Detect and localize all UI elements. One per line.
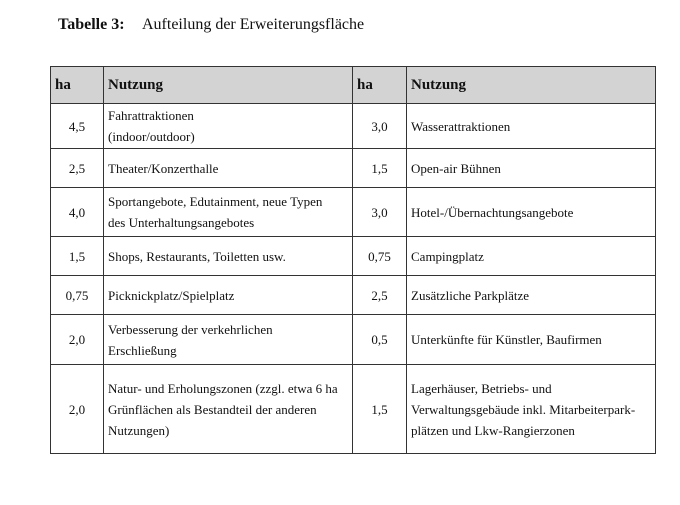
table-caption <box>58 16 364 34</box>
cell-nutzung-left: Fahrattraktionen (indoor/outdoor) <box>104 104 353 149</box>
cell-ha-left: 2,0 <box>51 315 104 365</box>
caption-title: Aufteilung der Erweiterungsfläche <box>142 16 365 33</box>
cell-nutzung-left: Shops, Restaurants, Toiletten usw. <box>104 237 353 276</box>
cell-ha-left: 2,5 <box>51 149 104 188</box>
header-ha-left: ha <box>51 67 104 104</box>
table-row <box>51 315 656 365</box>
cell-ha-left: 4,0 <box>51 188 104 237</box>
cell-ha-right: 0,75 <box>353 237 407 276</box>
cell-nutzung-left: Verbesserung der verkehrlichen Erschließung <box>104 315 353 365</box>
allocation-table <box>50 66 656 454</box>
cell-ha-right: 0,5 <box>353 315 407 365</box>
table-row <box>51 237 656 276</box>
cell-nutzung-left: Sportangebote, Edutainment, neue Typen des Unterhaltungsangebotes <box>104 188 353 237</box>
table-row <box>51 188 656 237</box>
cell-ha-right: 1,5 <box>353 365 407 454</box>
cell-nutzung-left: Natur- und Erholungszonen (zzgl. etwa 6 ha Grünflächen als Bestandteil der anderen Nutzungen) <box>104 365 353 454</box>
table-row <box>51 104 656 149</box>
cell-ha-right: 1,5 <box>353 149 407 188</box>
table-row <box>51 365 656 454</box>
cell-nutzung-right: Unterkünfte für Künstler, Baufirmen <box>407 315 656 365</box>
header-row <box>51 67 656 104</box>
cell-ha-left: 1,5 <box>51 237 104 276</box>
cell-ha-left: 0,75 <box>51 276 104 315</box>
cell-nutzung-right: Hotel-/Übernachtungsangebote <box>407 188 656 237</box>
header-nutzung-left: Nutzung <box>104 67 353 104</box>
cell-nutzung-right: Wasserattraktionen <box>407 104 656 149</box>
cell-ha-right: 3,0 <box>353 104 407 149</box>
cell-nutzung-right: Campingplatz <box>407 237 656 276</box>
cell-nutzung-right: Lagerhäuser, Betriebs- und Verwaltungsgebäude inkl. Mitarbeiterpark- plätzen und Lkw-Rangierzonen <box>407 365 656 454</box>
cell-nutzung-left: Picknickplatz/Spielplatz <box>104 276 353 315</box>
cell-ha-left: 2,0 <box>51 365 104 454</box>
caption-label: Tabelle 3: <box>58 16 125 33</box>
table-row <box>51 276 656 315</box>
cell-nutzung-left: Theater/Konzerthalle <box>104 149 353 188</box>
table-row <box>51 149 656 188</box>
cell-ha-left: 4,5 <box>51 104 104 149</box>
header-ha-right: ha <box>353 67 407 104</box>
cell-nutzung-right: Open-air Bühnen <box>407 149 656 188</box>
cell-ha-right: 2,5 <box>353 276 407 315</box>
cell-ha-right: 3,0 <box>353 188 407 237</box>
cell-nutzung-right: Zusätzliche Parkplätze <box>407 276 656 315</box>
header-nutzung-right: Nutzung <box>407 67 656 104</box>
